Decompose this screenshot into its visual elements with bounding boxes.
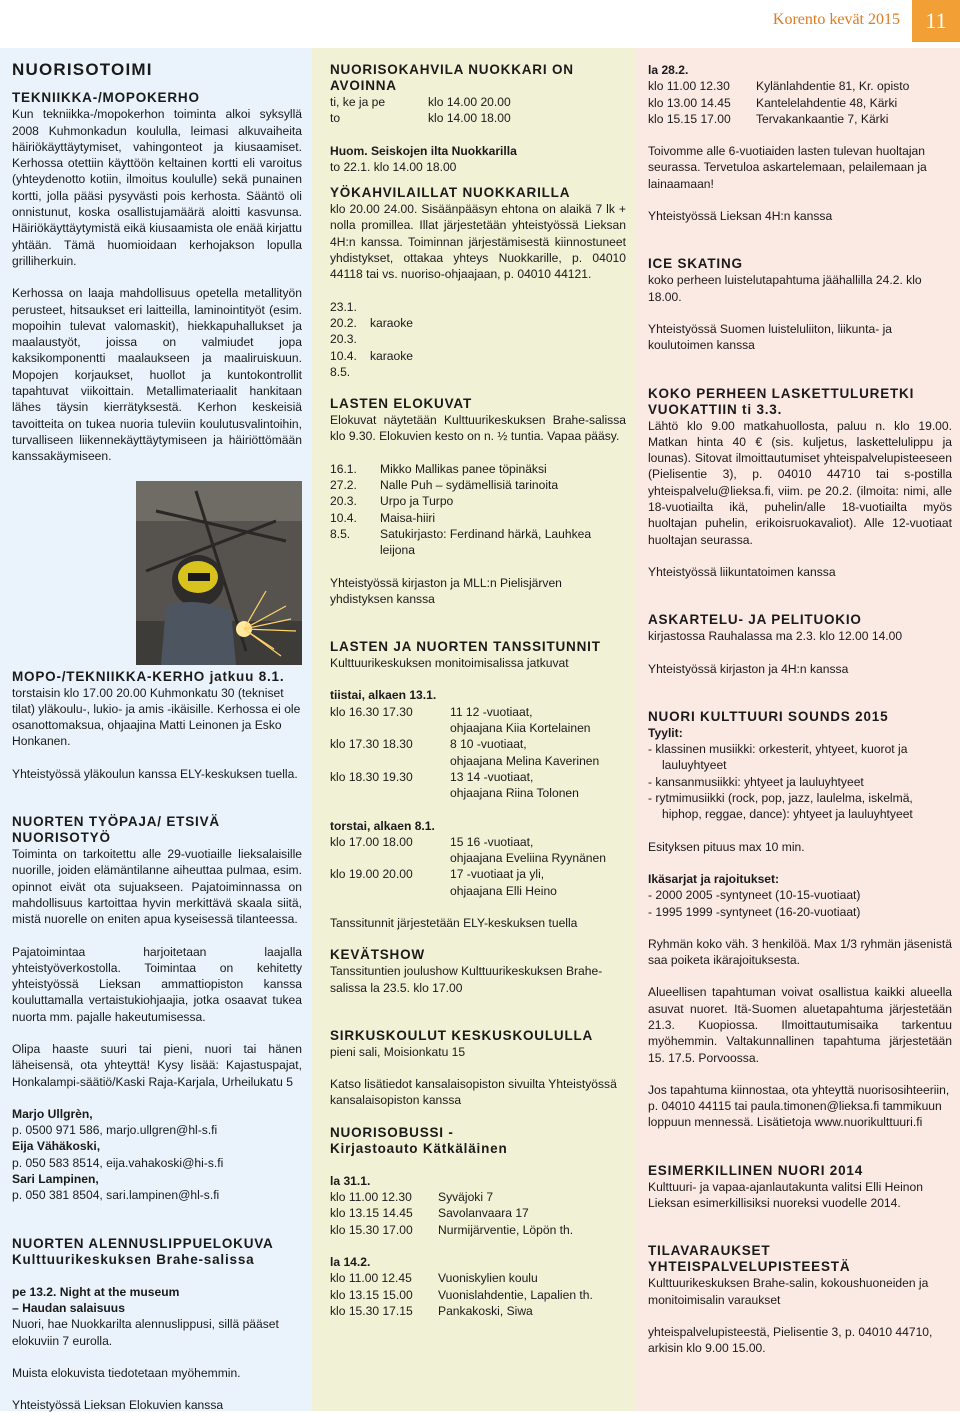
- age-group: 8 10 -vuotiaat,: [450, 737, 527, 752]
- list-item-text: 2000 2005 -syntyneet (10-15-vuotiaat): [655, 888, 861, 903]
- hours-cell: klo 14.00 20.00: [428, 95, 511, 109]
- day-cell: to: [330, 111, 341, 126]
- date-cell: 20.3.: [330, 494, 357, 509]
- date-cell: 23.1.: [330, 299, 357, 314]
- lasten-elokuvat-text: Elokuvat näytetään Kulttuurikeskuksen Brahe-salissa klo 9.30. Elokuvien kesto on n. ½ tuntia. Vapaa pääsy.: [330, 413, 626, 444]
- tekniikka-text-1: Kun tekniikka-/mopokerhon toiminta alkoi syksyllä 2008 Kuhmonkadun koululla, leimasi alkuvaiheita häiriökäyttäytymiset, vahingonteot ja kiusaamiset. Kerhossa otettiin käyttöön keltainen kortti eli varoitus (yhteydenotto kotiin, ilmoitus koululle) sekä punainen kortti, jolla pääsi pysyvästi pois kerhosta. Sääntö oli onnistunut, koska osallistujamäärä aloitti kasvunsa. Häiriökäyttäytymistä eikä kiusaamista ole enää kirjattu yhtään. Tämä huomioidaan kerhojakson lopulla grilliherkuin.: [12, 107, 302, 268]
- place-cell: Tervakankaantie 7, Kärki: [756, 111, 889, 126]
- list-item: - kansanmusiikki: yhtyeet ja lauluyhtyeet: [648, 774, 864, 789]
- instructor: ohjaajana Eveliina Ryynänen: [450, 851, 606, 866]
- table-row: [330, 1303, 593, 1319]
- sounds-text-3: Jos tapahtuma kiinnostaa, ota yhteyttä nuorisosihteeriin, p. 04010 44115 tai paula.timonen@lieksa.fi tammikuun loppuun mennessä. Lisätietoja www.nuorikulttuuri.fi: [648, 1082, 950, 1130]
- retki-text-2: Yhteistyössä liikuntatoimen kanssa: [648, 564, 836, 579]
- tanssi-tiistai: tiistai, alkaen 13.1.: [330, 688, 437, 703]
- column-middle: [312, 48, 636, 1411]
- date-cell: 16.1.: [330, 461, 357, 476]
- time-cell: klo 15.15 17.00: [648, 111, 731, 126]
- movie-cell: Urpo ja Turpo: [380, 494, 454, 509]
- group-cell: [450, 769, 599, 802]
- contact-info[interactable]: p. 0500 971 586, marjo.ullgren@hl-s.fi: [12, 1123, 218, 1138]
- kahvila-heading: NUORISOKAHVILA NUOKKARI ON AVOINNA: [330, 62, 574, 93]
- instructor: ohjaajana Kiia Kortelainen: [450, 721, 591, 736]
- kahvila-hours: [330, 94, 511, 127]
- place-cell: Pankakoski, Siwa: [438, 1303, 533, 1318]
- bussi-date-2: la 14.2.: [330, 1254, 371, 1269]
- age-group: 13 14 -vuotiaat,: [450, 769, 534, 784]
- place-cell: Nurmijärventie, Löpön th.: [438, 1222, 574, 1237]
- date-cell: 20.2.: [330, 315, 357, 330]
- list-item-text: rytmimusiikki (rock, pop, jazz, laulelma, iskelmä, hiphop, reggae, dance): yhtyeet ja lauluyhtyeet: [655, 791, 913, 822]
- tyopaja-text-3: Olipa haaste suuri tai pieni, nuori tai hänen läheisensä, ota yhteyttä! Kysy lisää: Kajastuspajat, Honkalampi-säätiö/Kaski Raja-Karjala, Urheilukatu 5: [12, 1041, 302, 1089]
- yokahvila-dates: [330, 299, 413, 380]
- time-cell: klo 17.30 18.30: [330, 737, 413, 752]
- sounds-kesto: Esityksen pituus max 10 min.: [648, 839, 805, 854]
- retki-text: Lähtö klo 9.00 matkahuollosta, paluu n. klo 19.00. Matkan hinta 40 € (sis. kuljetus, laskettelulippu ja lounas). Sitovat ilmoittautumiset yhteispalvelupisteeseen (Pielisentie 3), p. 04010 44710 tai s-postilla yhteispalvelu@lieksa.fi, viim. pe 20.2. (ilmoita: nimi, alle 18-vuotiailta ikä, puhelin/alle 18-vuotiailta myös huoltajan puhelin, erikoisruokavaliot). Alle 12-vuotiaat huoltajan seurassa.: [648, 418, 952, 547]
- hours-cell: klo 14.00 18.00: [428, 111, 511, 126]
- tyopaja-text-2: Pajatoimintaa harjoitetaan laajalla yhteistyöverkostolla. Toimintaa on kehitetty yhteistyössä Lieksan ammattiopiston kanssa kouluttamalla vertaistukiohjaajia, jotka osaavat tukea nuorta mm. pajalle hakeutumisessa.: [12, 944, 302, 1024]
- lasten-elokuvat-heading: LASTEN ELOKUVAT: [330, 396, 472, 412]
- askartelu-heading: ASKARTELU- JA PELITUOKIO: [648, 612, 862, 628]
- time-cell: klo 18.30 19.30: [330, 769, 413, 784]
- bussi-table-2: [330, 1270, 593, 1319]
- bussi-table-1: [330, 1189, 573, 1238]
- column-right: [636, 48, 960, 1411]
- table-row: [330, 736, 599, 769]
- contact-name: Eija Vähäkoski,: [12, 1139, 101, 1154]
- magazine-title: Korento kevät 2015: [772, 11, 900, 28]
- contact-info[interactable]: p. 050 583 8514, eija.vahakoski@hi-s.fi: [12, 1155, 224, 1170]
- date-cell: 8.5.: [330, 364, 351, 379]
- tanssi-subheading: Kulttuurikeskuksen monitoimisalissa jatkuvat: [330, 656, 569, 671]
- elokuva-title: pe 13.2. Night at the museum: [12, 1284, 180, 1299]
- time-cell: klo 16.30 17.30: [330, 704, 413, 719]
- table-row: [330, 510, 626, 526]
- table-row: [330, 493, 626, 509]
- group-cell: [450, 866, 606, 899]
- list-item: - 2000 2005 -syntyneet (10-15-vuotiaat): [648, 888, 861, 903]
- ice-heading: ICE SKATING: [648, 256, 743, 272]
- bussi-text-2: Yhteistyössä Lieksan 4H:n kanssa: [648, 209, 833, 224]
- note-cell: [370, 364, 413, 380]
- tanssi-torstai-table: [330, 834, 606, 899]
- tekniikka-heading: TEKNIIKKA-/MOPOKERHO: [12, 90, 200, 106]
- tilavaraus-heading: TILAVARAUKSET YHTEISPALVELUPISTEESTÄ: [648, 1243, 851, 1275]
- sirkus-heading: SIRKUSKOULUT KESKUSKOULULLA: [330, 1027, 594, 1043]
- mopo-heading: MOPO-/TEKNIIKKA-KERHO jatkuu 8.1.: [12, 668, 285, 684]
- bussi-date-3: la 28.2.: [648, 63, 689, 77]
- bussi-table-3: [648, 78, 909, 127]
- elokuva-text-3: Yhteistyössä Lieksan Elokuvien kanssa: [12, 1398, 224, 1413]
- date-cell: 27.2.: [330, 478, 357, 493]
- welding-photo: [136, 481, 302, 665]
- welding-photo-image: [136, 481, 302, 665]
- mopo-text-2: Yhteistyössä yläkoulun kanssa ELY-keskuksen tuella.: [12, 766, 298, 781]
- table-row: [330, 94, 511, 110]
- table-row: [330, 348, 413, 364]
- tekniikka-text-2: Kerhossa on laaja mahdollisuus opetella metallityön perusteet, hitsaukset eri laitteilla, laminointityöt (esim. mopoihin tulevat valomaskit), hiekkapuhallukset ja maalaustyöt, joissa on valmiudet jopa kaksikomponentti maalaukseen ja maaliruiskuun. Mopojen korjaukset, huollot ja kuntokontrollit tapahtuvat viikoittain. Metallimateriaalit hankitaan lähes täysin kierrätyksestä. Kerhon keskeisiä tavoitteita on tukea nuoria tuleviin koulutusvalintoihin, turvalliseen liikennekäyttäytymiseen ja häiriöttömään kanssakäymiseen.: [12, 286, 302, 464]
- bussi-heading: NUORISOBUSSI -: [330, 1124, 454, 1140]
- contact-list: [12, 1106, 302, 1204]
- group-cell: [450, 704, 599, 737]
- table-row: [330, 299, 413, 315]
- yokahvila-text: klo 20.00 24.00. Sisäänpääsyn ehtona on alaikä 7 lk + nolla promillea. Illat järjestetään yhteistyössä Lieksan 4H:n kanssa. Toiminnan järjestämisestä kiinnostuneet yhdistykset, ottakaa yhteys Nuokkarille, p. 04010 44118 tai vs. nuoriso-ohjaajaan, p. 04010 44121.: [330, 202, 626, 282]
- contact-name: Sari Lampinen,: [12, 1172, 99, 1187]
- movie-cell: Maisa-hiiri: [380, 510, 436, 525]
- note-cell: karaoke: [370, 315, 414, 330]
- time-cell: klo 11.00 12.45: [330, 1271, 412, 1286]
- column-nuorisotoimi: [0, 48, 312, 1411]
- askartelu-text: kirjastossa Rauhalassa ma 2.3. klo 12.00 14.00: [648, 629, 903, 644]
- sounds-ika: Ikäsarjat ja rajoitukset:: [648, 871, 780, 886]
- esimerkillinen-text: Kulttuuri- ja vapaa-ajanlautakunta valitsi Elli Heinon Lieksan esimerkillisiksi nuoreksi vuodelle 2014.: [648, 1179, 923, 1211]
- table-row: [330, 834, 606, 867]
- instructor: ohjaajana Melina Kaverinen: [450, 753, 600, 768]
- sounds-tyylit: Tyylit:: [648, 725, 683, 740]
- huom-date: to 22.1. klo 14.00 18.00: [330, 159, 457, 174]
- sounds-list: [648, 741, 952, 822]
- tanssi-heading: LASTEN JA NUORTEN TANSSITUNNIT: [330, 639, 601, 655]
- contact-info[interactable]: p. 050 381 8504, sari.lampinen@hl-s.fi: [12, 1188, 220, 1203]
- place-cell: Vuonislahdentie, Lapalien th.: [438, 1287, 593, 1302]
- table-row: [330, 1222, 573, 1238]
- sounds-text-2: Alueellisen tapahtuman voivat osallistua kaikki alueella asuvat nuoret. Itä-Suomen aluetapahtuma järjestetään 21.3. Kuopiossa. Ilmoittautumisaika tarkentuu myöhemmin. Valtakunnallinen tapahtuma järjestetään 15. 17.5. Porvoossa.: [648, 985, 952, 1065]
- lasten-elokuvat-text-2: Yhteistyössä kirjaston ja MLL:n Pielisjärven yhdistyksen kanssa: [330, 575, 562, 606]
- huom-text: Huom. Seiskojen ilta Nuokkarilla: [330, 143, 517, 158]
- table-row: [330, 110, 511, 126]
- time-cell: klo 19.00 20.00: [330, 867, 413, 882]
- bussi-date-1: la 31.1.: [330, 1173, 371, 1188]
- place-cell: Syväjoki 7: [438, 1190, 494, 1205]
- yokahvila-heading: YÖKAHVILAILLAT NUOKKARILLA: [330, 185, 571, 201]
- time-cell: klo 11.00 12.30: [330, 1190, 412, 1205]
- table-row: [330, 526, 626, 559]
- table-row: [330, 331, 413, 347]
- list-item: - 1995 1999 -syntyneet (16-20-vuotiaat): [648, 904, 861, 919]
- kevatshow-text: Tanssituntien joulushow Kulttuurikeskuksen Brahe-salissa la 23.5. klo 17.00: [330, 964, 603, 995]
- time-cell: klo 15.30 17.00: [330, 1222, 413, 1237]
- list-item-text: kansanmusiikki: yhtyeet ja lauluyhtyeet: [655, 774, 864, 789]
- time-cell: klo 13.15 14.45: [330, 1206, 413, 1221]
- sounds-text-1: Ryhmän koko väh. 3 henkilöä. Max 1/3 ryhmän jäsenistä saa poiketa ikärajoituksesta.: [648, 936, 952, 968]
- list-item: - rytmimusiikki (rock, pop, jazz, laulelma, iskelmä, hiphop, reggae, dance): yhtyeet ja lauluyhtyeet: [648, 791, 913, 822]
- bussi-subheading: Kirjastoauto Kätkäläinen: [330, 1140, 508, 1156]
- date-cell: 10.4.: [330, 510, 357, 525]
- table-row: [330, 866, 606, 899]
- time-cell: klo 11.00 12.30: [648, 79, 730, 94]
- elokuva-text-2: Muista elokuvista tiedotetaan myöhemmin.: [12, 1365, 241, 1380]
- tilavaraus-text: Kulttuurikeskuksen Brahe-salin, kokoushuoneiden ja monitoimisalin varaukset: [648, 1276, 929, 1307]
- elokuva-text: Nuori, hae Nuokkarilta alennuslippusi, sillä pääset elokuviin 7 eurolla.: [12, 1317, 279, 1348]
- list-item: - klassinen musiikki: orkesterit, yhtyeet, kuorot ja lauluyhtyeet: [648, 742, 908, 773]
- age-group: 11 12 -vuotiaat,: [450, 704, 533, 719]
- elokuva-subheading: Kulttuurikeskuksen Brahe-salissa: [12, 1251, 255, 1267]
- table-row: [648, 78, 909, 94]
- ice-text: koko perheen luistelutapahtuma jäähallilla 24.2. klo 18.00.: [648, 273, 922, 304]
- day-cell: ti, ke ja pe: [330, 95, 386, 109]
- age-group: 15 16 -vuotiaat,: [450, 834, 534, 849]
- place-cell: Vuoniskylien koulu: [438, 1271, 538, 1286]
- date-cell: 20.3.: [330, 332, 357, 347]
- table-row: [648, 111, 909, 127]
- place-cell: Savolanvaara 17: [438, 1206, 529, 1221]
- instructor: ohjaajana Elli Heino: [450, 883, 557, 898]
- place-cell: Kantelelahdentie 48, Kärki: [756, 95, 898, 110]
- date-cell: 10.4.: [330, 348, 357, 363]
- table-row: [330, 704, 599, 737]
- group-cell: [450, 736, 599, 769]
- sirkus-text: pieni sali, Moisionkatu 15: [330, 1044, 466, 1059]
- sounds-heading: NUORI KULTTUURI SOUNDS 2015: [648, 708, 889, 724]
- note-cell: karaoke: [370, 348, 414, 363]
- page-header: [0, 0, 960, 42]
- sirkus-text-2: Katso lisätiedot kansalaisopiston sivuilta Yhteistyössä kansalaisopiston kanssa: [330, 1077, 617, 1108]
- date-cell: 8.5.: [330, 526, 351, 541]
- tilavaraus-text-2: yhteispalvelupisteestä, Pielisentie 3, p. 04010 44710, arkisin klo 9.00 15.00.: [648, 1324, 933, 1356]
- table-row: [330, 769, 599, 802]
- movie-cell: Satukirjasto: Ferdinand härkä, Lauhkea leijona: [380, 526, 592, 558]
- table-row: [330, 1205, 573, 1221]
- group-cell: [450, 834, 606, 867]
- esimerkillinen-heading: ESIMERKILLINEN NUORI 2014: [648, 1162, 864, 1178]
- time-cell: klo 17.00 18.00: [330, 834, 413, 849]
- table-row: [648, 95, 909, 111]
- age-group: 17 -vuotiaat ja yli,: [450, 867, 545, 882]
- place-cell: Kylänlahdentie 81, Kr. opisto: [756, 79, 910, 94]
- table-row: [330, 1270, 593, 1286]
- header-strip: [0, 0, 905, 42]
- list-item-text: 1995 1999 -syntyneet (16-20-vuotiaat): [655, 904, 861, 919]
- list-item-text: klassinen musiikki: orkesterit, yhtyeet, kuorot ja lauluyhtyeet: [655, 742, 908, 773]
- table-row: [330, 461, 626, 477]
- instructor: ohjaajana Riina Tolonen: [450, 786, 579, 801]
- table-row: [330, 477, 626, 493]
- contact-name: Marjo Ullgrèn,: [12, 1106, 93, 1121]
- ice-text-2: Yhteistyössä Suomen luisteluliiton, liikunta- ja koulutoimen kanssa: [648, 321, 893, 353]
- tyopaja-text-1: Toiminta on tarkoitettu alle 29-vuotiaille lieksalaisille nuorille, joiden elämäntilanne aiheuttaa pulmaa, esim. opinnot eivät ota sujuakseen. Pajatoiminnassa on mahdollisuus kartoittaa hyvin merkittävä skaala siitä, mistä nuorelle on eniten apua kyseisessä tilanteessa.: [12, 847, 302, 927]
- sounds-ika-list: [648, 887, 952, 920]
- section-title: NUORISOTOIMI: [12, 60, 153, 79]
- movie-cell: Nalle Puh – sydämellisiä tarinoita: [380, 478, 559, 493]
- table-row: [330, 1189, 573, 1205]
- note-cell: [370, 299, 413, 315]
- tanssi-tiistai-table: [330, 704, 599, 802]
- time-cell: klo 13.15 15.00: [330, 1287, 413, 1302]
- table-row: [330, 315, 413, 331]
- time-cell: klo 13.00 14.45: [648, 95, 731, 110]
- page-number: 11: [912, 0, 960, 42]
- tanssi-torstai: torstai, alkaen 8.1.: [330, 818, 435, 833]
- movie-cell: Mikko Mallikas panee töpinäksi: [380, 461, 547, 476]
- tanssi-text: Tanssitunnit järjestetään ELY-keskuksen tuella: [330, 915, 578, 930]
- lasten-elokuvat-table: [330, 461, 626, 559]
- elokuva-subtitle: – Haudan salaisuus: [12, 1300, 125, 1315]
- note-cell: [370, 331, 413, 347]
- mopo-text: torstaisin klo 17.00 20.00 Kuhmonkatu 30 (tekniset tilat) yläkoulu-, lukio- ja amis -ikäisille. Kerhossa ei ole osanottomaksua, ohjaajina Matti Leinonen ja Esko Honkanen.: [12, 685, 301, 749]
- bussi-text: Toivomme alle 6-vuotiaiden lasten tulevan huoltajan seurassa. Tervetuloa askartelemaan, pelailemaan ja lainaamaan!: [648, 144, 927, 191]
- tyopaja-heading: NUORTEN TYÖPAJA/ ETSIVÄ NUORISOTYÖ: [12, 814, 220, 846]
- time-cell: klo 15.30 17.15: [330, 1303, 413, 1318]
- askartelu-text-2: Yhteistyössä kirjaston ja 4H:n kanssa: [648, 661, 849, 676]
- table-row: [330, 1287, 593, 1303]
- elokuva-heading: NUORTEN ALENNUSLIPPUELOKUVA: [12, 1235, 274, 1251]
- retki-heading: KOKO PERHEEN LASKETTULURETKI VUOKATTIIN ti 3.3.: [648, 385, 915, 417]
- table-row: [330, 364, 413, 380]
- kevatshow-heading: KEVÄTSHOW: [330, 947, 425, 963]
